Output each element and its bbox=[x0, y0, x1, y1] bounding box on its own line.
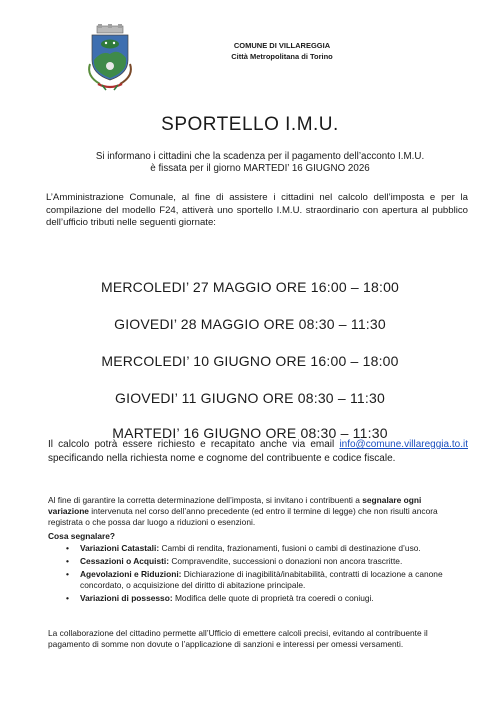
schedule-item: MERCOLEDI’ 10 GIUGNO ORE 16:00 – 18:00 bbox=[101, 353, 399, 369]
schedule-item: GIOVEDI’ 11 GIUGNO ORE 08:30 – 11:30 bbox=[115, 390, 385, 406]
variations-list bbox=[64, 543, 459, 606]
schedule-item: MERCOLEDI’ 27 MAGGIO ORE 16:00 – 18:00 bbox=[100, 279, 400, 295]
notice-text-after: intervenuta nel corso dell’anno precedente (ed entro il termine di legge) che non risulti ancora registrata o che possa dar luogo a riduzioni o esenzioni. bbox=[48, 506, 438, 527]
variation-text: Compravendite, successioni o donazioni non ancora trascritte. bbox=[169, 556, 403, 566]
intro-text bbox=[70, 151, 450, 175]
page-title: SPORTELLO I.M.U. bbox=[161, 114, 339, 135]
list-item bbox=[64, 593, 459, 604]
calc-text-after: specificando nella richiesta nome e cognome del contribuente e codice fiscale. bbox=[48, 452, 396, 464]
municipality-name: COMUNE DI VILLAREGGIA bbox=[233, 41, 331, 50]
variation-label: Agevolazioni e Riduzioni: bbox=[80, 569, 182, 579]
list-item bbox=[64, 543, 459, 554]
list-item bbox=[64, 556, 459, 567]
metropolitan-city: Città Metropolitana di Torino bbox=[231, 52, 333, 61]
bullet-icon: • bbox=[66, 543, 69, 553]
variation-text: Modifica delle quote di proprietà tra coeredi o coniugi. bbox=[172, 593, 374, 603]
closing-paragraph: La collaborazione del cittadino permette all’Ufficio di emettere calcoli precisi, evitando al contribuente il pagamento di somme non dovute o l’applicazione di sanzioni e interessi per omessi versamenti. bbox=[48, 628, 428, 649]
body-paragraph: L’Amministrazione Comunale, al fine di assistere i cittadini nel calcolo dell’imposta e per la compilazione del modello F24, attiverà uno sportello I.M.U. straordinario con apertura al pubblico dell’ufficio tributi nelle seguenti giornate: bbox=[46, 192, 468, 228]
calc-text-before: Il calcolo potrà essere richiesto e recapitato anche via email bbox=[48, 439, 340, 450]
notice-paragraph bbox=[48, 495, 453, 528]
municipality-header bbox=[222, 40, 342, 62]
list-item bbox=[64, 569, 459, 591]
intro-line-2: è fissata per il giorno MARTEDI’ 16 GIUGNO 2026 bbox=[150, 163, 370, 174]
cosa-segnalare-heading: Cosa segnalare? bbox=[48, 531, 116, 541]
variation-text: Dichiarazione di inagibilità/inabitabilità, contratti di locazione a canone concordato, o acquisizione del diritto di abitazione principale. bbox=[80, 569, 443, 590]
notice-highlight: segnalare ogni variazione bbox=[48, 495, 422, 516]
bullet-icon: • bbox=[66, 593, 69, 603]
variation-label: Variazioni Catastali: bbox=[80, 543, 160, 553]
municipal-crest-icon bbox=[80, 24, 140, 92]
notice-text-before: Al fine di garantire la corretta determinazione dell’imposta, si invitano i contribuenti a bbox=[48, 495, 363, 505]
schedule-item: GIOVEDI’ 28 MAGGIO ORE 08:30 – 11:30 bbox=[114, 316, 386, 332]
email-link[interactable]: info@comune.villareggia.to.it bbox=[339, 439, 468, 450]
schedule-item: MARTEDI’ 16 GIUGNO ORE 08:30 – 11:30 bbox=[112, 425, 388, 441]
variation-text: Cambi di rendita, frazionamenti, fusioni o cambi di destinazione d’uso. bbox=[159, 543, 421, 553]
bullet-icon: • bbox=[66, 569, 69, 579]
variation-label: Variazioni di possesso: bbox=[80, 593, 173, 603]
calc-paragraph bbox=[48, 438, 468, 465]
bullet-icon: • bbox=[66, 556, 69, 566]
intro-line-1: Si informano i cittadini che la scadenza per il pagamento dell’acconto I.M.U. bbox=[95, 151, 425, 162]
variation-label: Cessazioni o Acquisti: bbox=[80, 556, 170, 566]
